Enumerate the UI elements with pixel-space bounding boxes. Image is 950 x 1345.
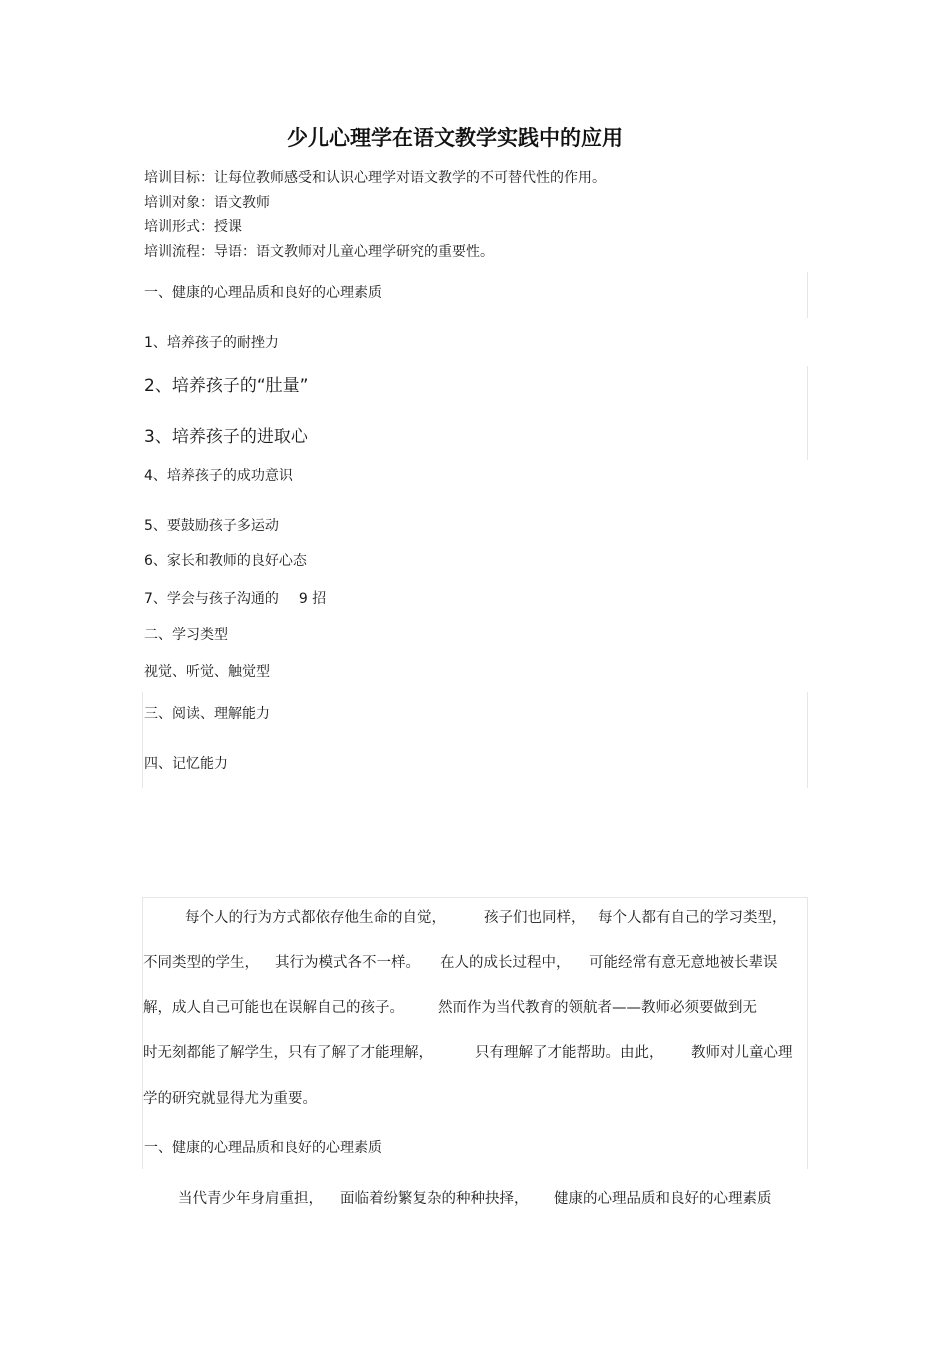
frame-line bbox=[142, 897, 808, 898]
body-text: 可能经常有意无意地被长辈误 bbox=[589, 955, 778, 971]
outline-section-2-detail: 视觉、听觉、触觉型 bbox=[144, 664, 270, 680]
frame-line bbox=[807, 272, 808, 318]
page-title: 少儿心理学在语文教学实践中的应用 bbox=[287, 126, 623, 150]
body-heading: 一、健康的心理品质和良好的心理素质 bbox=[144, 1140, 382, 1156]
frame-line bbox=[142, 692, 143, 788]
outline-item-3: 3、培养孩子的进取心 bbox=[144, 427, 308, 447]
training-goal: 培训目标：让每位教师感受和认识心理学对语文教学的不可替代性的作用。 bbox=[144, 170, 606, 186]
body-text: 解，成人自己可能也在误解自己的孩子。 bbox=[143, 1000, 404, 1016]
training-audience: 培训对象：语文教师 bbox=[144, 195, 270, 211]
frame-line bbox=[807, 897, 808, 1169]
outline-section-2: 二、学习类型 bbox=[144, 627, 228, 643]
outline-item-7 bbox=[144, 592, 326, 606]
outline-item-7-prefix: 7、学会与孩子沟通的 bbox=[144, 591, 279, 607]
outline-section-1: 一、健康的心理品质和良好的心理素质 bbox=[144, 285, 382, 301]
outline-item-5: 5、要鼓励孩子多运动 bbox=[144, 518, 279, 534]
frame-line bbox=[807, 692, 808, 788]
body-text: 只有理解了才能帮助。由此， bbox=[475, 1045, 664, 1061]
body-text: 教师对儿童心理 bbox=[691, 1045, 793, 1061]
outline-section-3: 三、阅读、理解能力 bbox=[144, 706, 270, 722]
body-text: 每个人都有自己的学习类型， bbox=[598, 910, 787, 926]
outline-item-1: 1、培养孩子的耐挫力 bbox=[144, 335, 279, 351]
body-text: 孩子们也同样， bbox=[484, 910, 586, 926]
body-text: 然而作为当代教育的领航者——教师必须要做到无 bbox=[438, 1000, 757, 1016]
training-format: 培训形式：授课 bbox=[144, 219, 242, 235]
outline-item-4: 4、培养孩子的成功意识 bbox=[144, 468, 293, 484]
outline-item-6: 6、家长和教师的良好心态 bbox=[144, 553, 307, 569]
body-text: 时无刻都能了解学生，只有了解了才能理解， bbox=[143, 1045, 433, 1061]
body-text: 在人的成长过程中， bbox=[440, 955, 571, 971]
frame-line bbox=[807, 366, 808, 460]
body-text: 面临着纷繁复杂的种种抉择， bbox=[340, 1191, 529, 1207]
body-text: 当代青少年身肩重担， bbox=[178, 1191, 323, 1207]
training-flow: 培训流程：导语：语文教师对儿童心理学研究的重要性。 bbox=[144, 244, 494, 260]
body-text: 其行为模式各不一样。 bbox=[275, 955, 420, 971]
body-text: 每个人的行为方式都依存他生命的自觉， bbox=[185, 910, 446, 926]
outline-section-4: 四、记忆能力 bbox=[144, 756, 228, 772]
body-line-5: 学的研究就显得尤为重要。 bbox=[143, 1091, 317, 1107]
frame-line bbox=[142, 897, 143, 1169]
outline-item-7-suffix: 9 招 bbox=[298, 591, 327, 607]
outline-item-2: 2、培养孩子的“肚量” bbox=[144, 376, 309, 396]
body-text: 不同类型的学生， bbox=[143, 955, 259, 971]
body-text: 健康的心理品质和良好的心理素质 bbox=[554, 1191, 772, 1207]
